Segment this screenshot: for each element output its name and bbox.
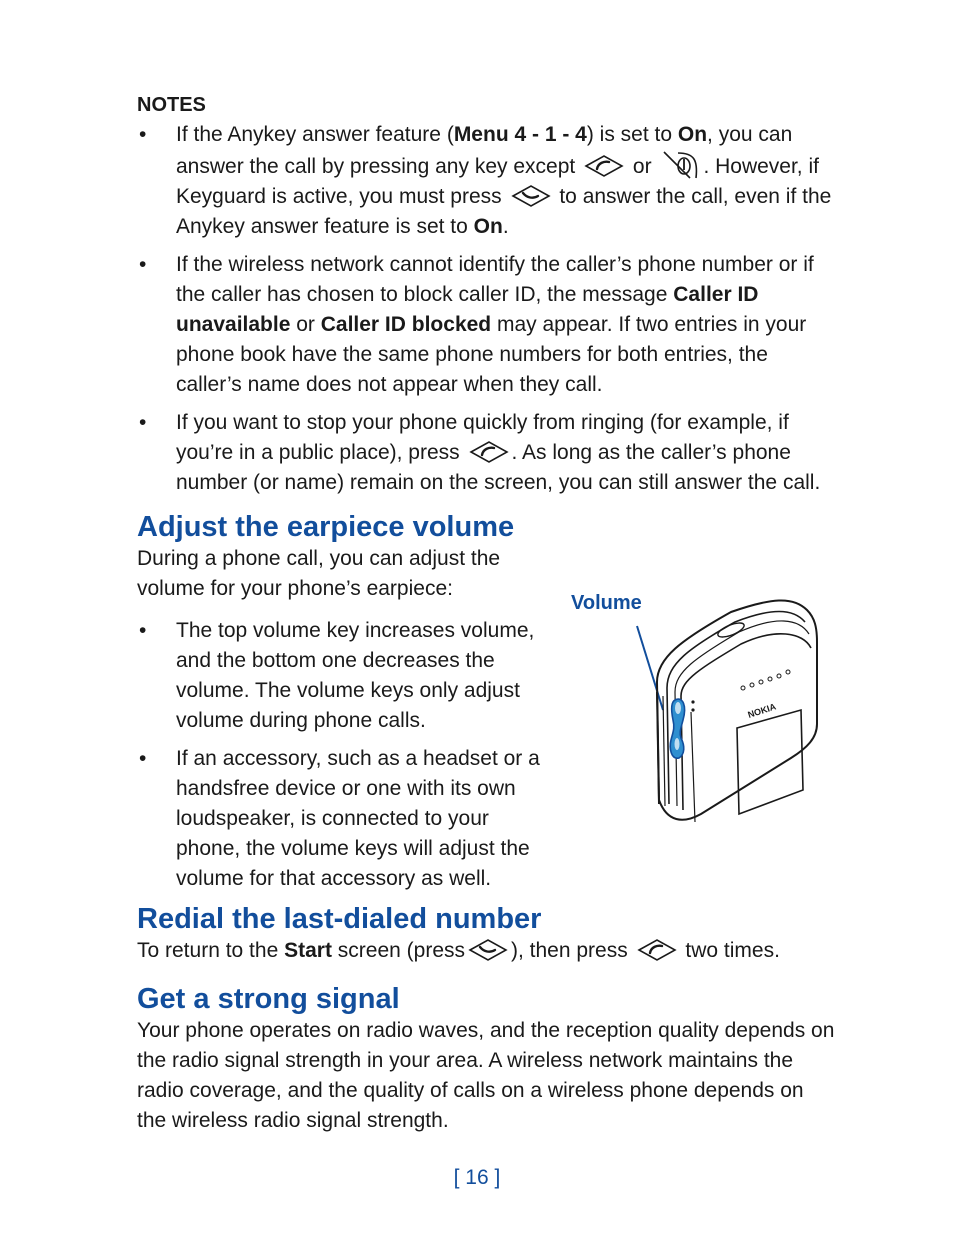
adjust-list: [137, 616, 542, 894]
notes-title: NOTES: [137, 94, 206, 116]
list-item: • If the Anykey answer feature (Menu 4 - 1 - 4) is set to On, you can answer the call by pressing any key except or . However, if Keyguard is active, you must press to answer the call, even if the Anykey answer feature is set to On.: [137, 120, 837, 242]
adjust-content: [137, 544, 837, 894]
list-item: • If an accessory, such as a headset or a handsfree device or one with its own loudspeaker, is connected to your phone, the volume keys will adjust the volume for that accessory as well.: [137, 744, 542, 894]
bullet-dot: •: [139, 619, 147, 642]
bullet-dot: •: [139, 253, 147, 276]
end-key-icon: [511, 184, 551, 208]
send-key-icon: [469, 440, 509, 464]
power-key-icon: [660, 150, 700, 182]
adjust-intro: During a phone call, you can adjust the volume for your phone’s earpiece:: [137, 547, 501, 600]
phone-brand: NOKIA: [746, 701, 778, 720]
redial-text: To return to the Start screen (press ), then press two times.: [137, 939, 780, 962]
section-heading: Adjust the earpiece volume: [137, 511, 515, 543]
signal-body: Your phone operates on radio waves, and the reception quality depends on the radio signal strength in your area. A wireless network maintains the radio coverage, and the quality of calls on a wireless phone depends on the wireless radio signal strength.: [137, 1019, 835, 1132]
list-item: • The top volume key increases volume, and the bottom one decreases the volume. The volume keys only adjust volume during phone calls.: [137, 616, 542, 736]
page-number: [ 16 ]: [453, 1166, 501, 1189]
send-key-icon: [637, 938, 677, 962]
send-key-icon: [584, 154, 624, 178]
notes-list: [137, 120, 837, 498]
bullet-dot: •: [139, 123, 147, 146]
end-key-icon: [468, 938, 508, 962]
section-heading: Get a strong signal: [137, 983, 400, 1015]
phone-volume-figure: [571, 592, 831, 882]
signal-section: [137, 982, 837, 1136]
adjust-volume-section: [137, 510, 837, 894]
redial-section: [137, 902, 837, 966]
bullet-dot: •: [139, 411, 147, 434]
list-item: • If you want to stop your phone quickly from ringing (for example, if you’re in a public place), press . As long as the caller’s phone number (or name) remain on the screen, you can still answer the call.: [137, 408, 837, 498]
figure-label: Volume: [571, 592, 642, 614]
phone-illustration: [571, 592, 831, 882]
section-heading: Redial the last-dialed number: [137, 903, 542, 935]
page-content: [137, 88, 837, 1136]
adjust-text-column: [137, 544, 542, 894]
notes-section: [137, 90, 837, 498]
list-item: • If the wireless network cannot identify the caller’s phone number or if the caller has chosen to block caller ID, the message Caller ID unavailable or Caller ID blocked may appear. If two entries in your phone book have the same phone numbers for both entries, the caller’s name does not appear when they call.: [137, 250, 837, 400]
bullet-dot: •: [139, 747, 147, 770]
